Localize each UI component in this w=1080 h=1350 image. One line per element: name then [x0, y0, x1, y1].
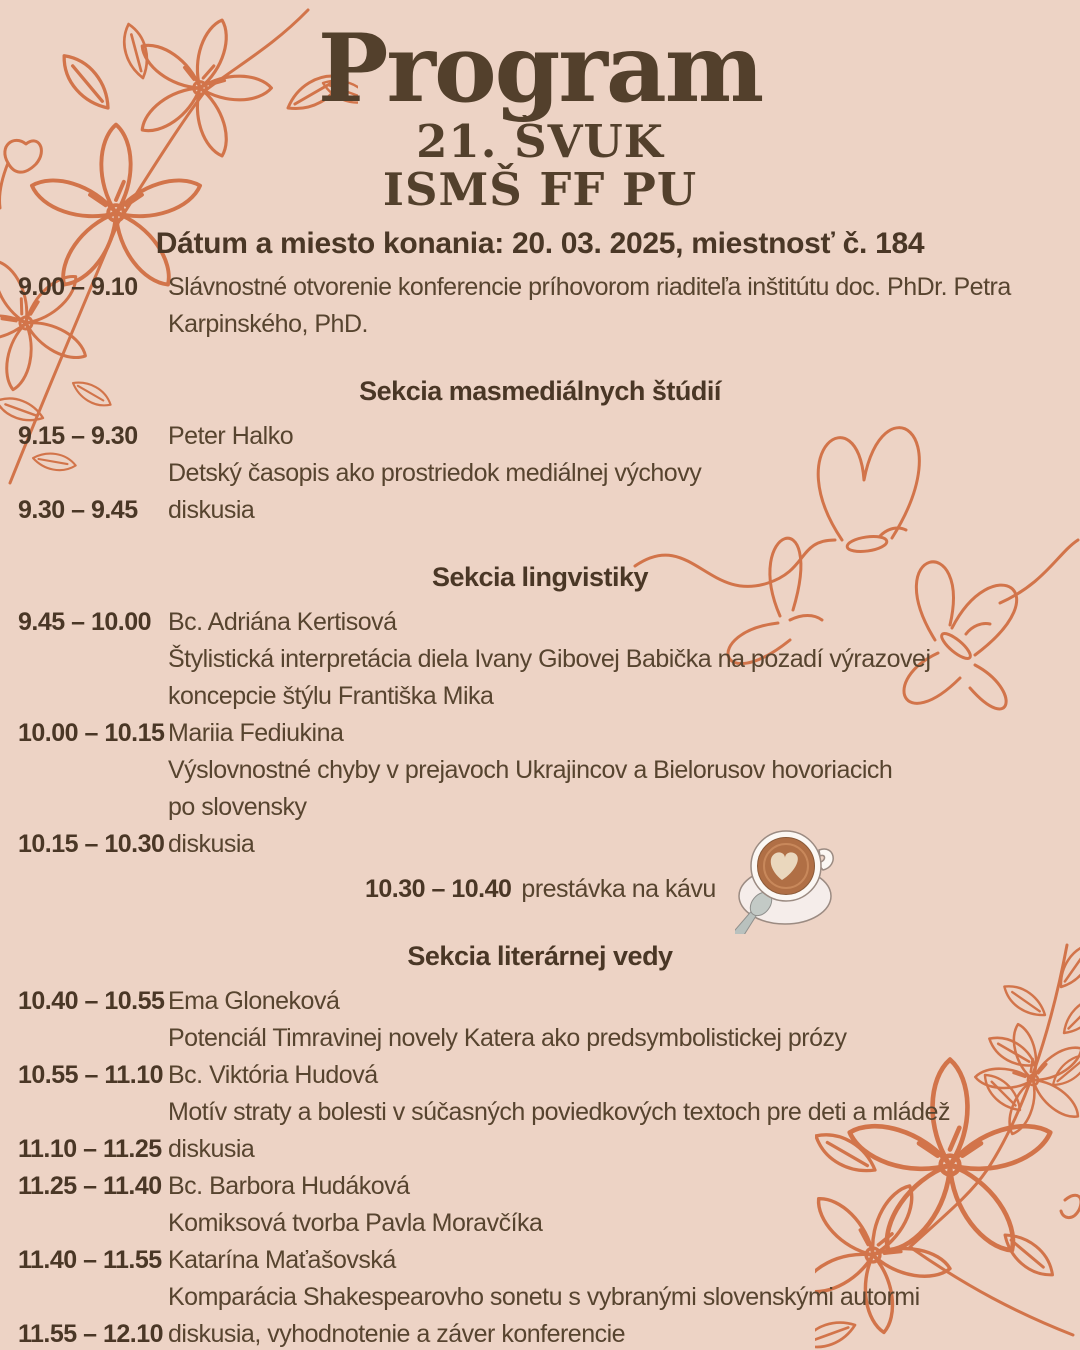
- schedule-row: [0, 604, 1080, 715]
- schedule-row: [0, 826, 1080, 863]
- opening-entry: [0, 269, 1080, 343]
- entry-text: Slávnostné otvorenie konferencie príhovorom riaditeľa inštitútu doc. PhDr. Petra Karpinského, PhD.: [168, 273, 1011, 339]
- time-range: 11.40 – 11.55: [18, 1246, 162, 1275]
- time-range: 10.55 – 11.10: [18, 1061, 164, 1090]
- schedule-row: [0, 1131, 1080, 1168]
- schedule-row: [0, 1168, 1080, 1242]
- schedule-row: [0, 269, 1080, 343]
- schedule-row: [0, 1242, 1080, 1316]
- schedule-row: [0, 418, 1080, 492]
- subtitle-line-2: ISMŠ FF PU: [382, 162, 698, 216]
- entry-text: Mariia Fediukina Výslovnostné chyby v prejavoch Ukrajincov a Bielorusov hovoriacich po slovensky: [168, 719, 893, 822]
- time-range: 9.15 – 9.30: [18, 422, 138, 451]
- entry-text: diskusia: [168, 1135, 255, 1164]
- entry-text: diskusia: [168, 830, 255, 859]
- entry-text: Katarína Maťašovská Komparácia Shakespearovho sonetu s vybranými slovenskými autormi: [168, 1246, 920, 1312]
- time-range: 10.40 – 10.55: [18, 987, 165, 1016]
- schedule-row: [0, 492, 1080, 529]
- time-range: 11.10 – 11.25: [18, 1135, 162, 1164]
- section-heading-literarna-veda: Sekcia literárnej vedy: [407, 941, 673, 972]
- section-masmedia-entries: [0, 418, 1080, 529]
- time-range: 9.45 – 10.00: [18, 608, 152, 637]
- date-and-venue: Dátum a miesto konania: 20. 03. 2025, miestnosť č. 184: [155, 227, 925, 261]
- time-range: 11.55 – 12.10: [18, 1320, 164, 1349]
- time-range: 9.30 – 9.45: [18, 496, 138, 525]
- section-lingvistika-entries: [0, 604, 1080, 863]
- section-heading-lingvistika: Sekcia lingvistiky: [431, 562, 649, 593]
- coffee-break-time: 10.30 – 10.40: [365, 875, 512, 904]
- coffee-break-label: prestávka na kávu: [521, 875, 716, 904]
- section-literarna-veda-entries: [0, 983, 1080, 1350]
- subtitle-line-1: 21. ŠVUK: [416, 114, 664, 168]
- schedule-row: [0, 983, 1080, 1057]
- entry-text: Peter Halko Detský časopis ako prostriedok mediálnej výchovy: [168, 422, 702, 488]
- time-range: 9.00 – 9.10: [18, 273, 138, 302]
- schedule-row: [0, 1057, 1080, 1131]
- section-heading-masmedia: Sekcia masmediálnych štúdií: [359, 376, 721, 407]
- entry-text: diskusia, vyhodnotenie a záver konferencie: [168, 1320, 626, 1349]
- poster-header: [0, 0, 1080, 261]
- schedule: [0, 269, 1080, 1350]
- entry-text: Bc. Adriána Kertisová Štylistická interpretácia diela Ivany Gibovej Babička na pozadí výrazovej koncepcie štýlu Františka Mika: [168, 608, 931, 711]
- entry-text: Ema Gloneková Potenciál Timravinej novely Katera ako predsymbolistickej prózy: [168, 987, 847, 1053]
- time-range: 10.00 – 10.15: [18, 719, 165, 748]
- entry-text: Bc. Viktória Hudová Motív straty a bolesti v súčasných poviedkových textoch pre deti a mládež: [168, 1061, 950, 1127]
- page-title: Program: [317, 14, 763, 124]
- schedule-row: [0, 715, 1080, 826]
- time-range: 10.15 – 10.30: [18, 830, 165, 859]
- coffee-break-row: [365, 871, 1080, 908]
- entry-text: Bc. Barbora Hudáková Komiksová tvorba Pavla Moravčíka: [168, 1172, 543, 1238]
- schedule-row: [0, 1316, 1080, 1350]
- entry-text: diskusia: [168, 496, 255, 525]
- time-range: 11.25 – 11.40: [18, 1172, 162, 1201]
